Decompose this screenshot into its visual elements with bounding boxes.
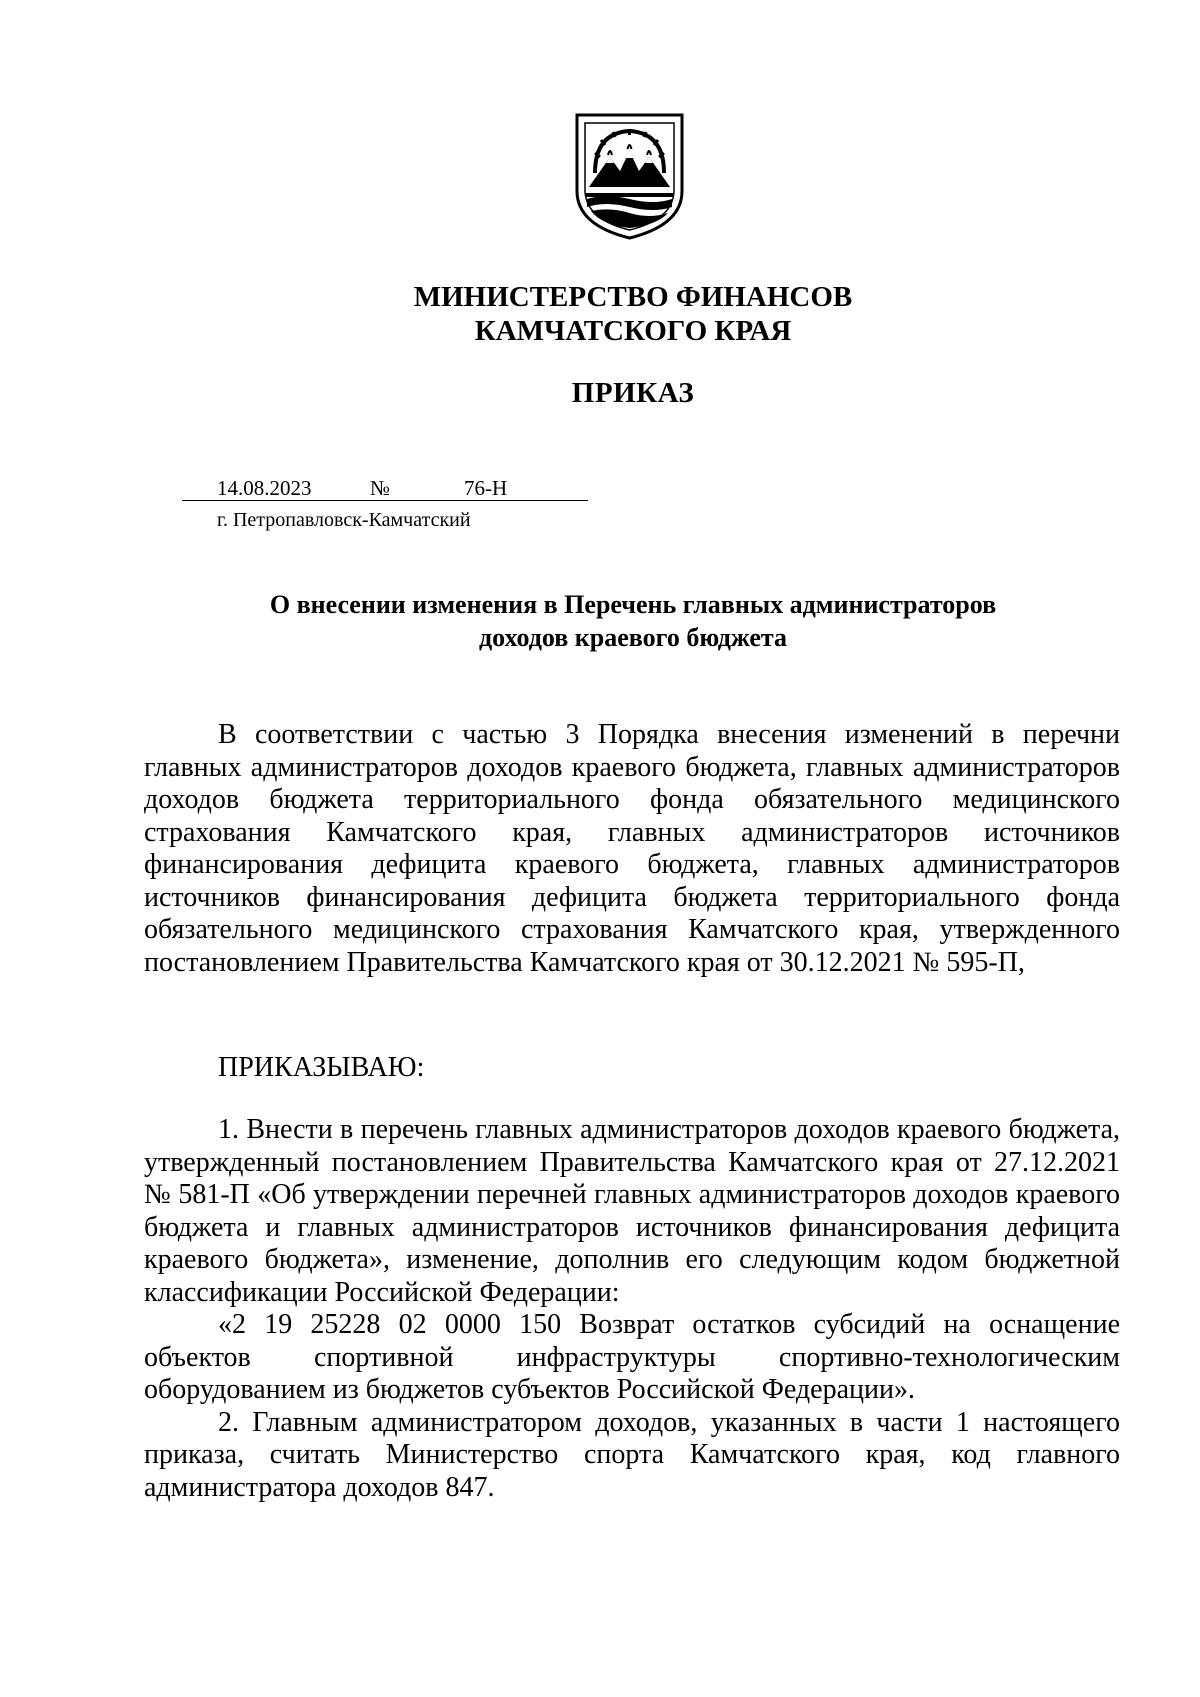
order-date: 14.08.2023	[217, 476, 312, 500]
meta-underline	[182, 500, 588, 501]
ministry-name-line1: МИНИСТЕРСТВО ФИНАНСОВ	[413, 281, 853, 313]
order-word: ПРИКАЗЫВАЮ:	[218, 1052, 425, 1083]
preamble-paragraph: В соответствии с частью 3 Порядка внесения изменений в перечни главных администраторов доходов краевого бюджета, главных администраторов доходов бюджета территориального фонда обязательного медицинского страхования Камчатского края, главных администраторов источников финансирования дефицита краевого бюджета, главных администраторов источников финансирования дефицита бюджета территориального фонда обязательного медицинского страхования Камчатского края, утвержденного постановлением Правительства Камчатского края от 30.12.2021 № 595-П,	[144, 719, 1120, 978]
ministry-name-line2: КАМЧАТСКОГО КРАЯ	[474, 315, 792, 347]
item-1-paragraph: 1. Внести в перечень главных администраторов доходов краевого бюджета, утвержденный постановлением Правительства Камчатского края от 27.12.2021 № 581-П «Об утверждении перечней главных администраторов доходов краевого бюджета и главных администраторов источников финансирования дефицита краевого бюджета», изменение, дополнив его следующим кодом бюджетной классификации Российской Федерации:	[144, 1114, 1120, 1308]
kamchatka-coat-of-arms-icon	[575, 113, 684, 240]
number-sign: №	[370, 476, 391, 500]
order-number: 76-Н	[464, 476, 508, 500]
item-1-code-paragraph: «2 19 25228 02 0000 150 Возврат остатков субсидий на оснащение объектов спортивной инфраструктуры спортивно-технологическим оборудованием из бюджетов субъектов Российской Федерации».	[144, 1309, 1120, 1405]
item-2-paragraph: 2. Главным администратором доходов, указанных в части 1 настоящего приказа, считать Министерство спорта Камчатского края, код главного администратора доходов 847.	[144, 1406, 1120, 1503]
document-type-title: ПРИКАЗ	[571, 377, 695, 409]
city-name: г. Петропавловск-Камчатский	[217, 509, 471, 531]
order-items	[144, 1114, 1120, 1504]
subject-line1: О внесении изменения в Перечень главных администраторов	[269, 590, 997, 619]
subject-line2: доходов краевого бюджета	[479, 623, 787, 652]
